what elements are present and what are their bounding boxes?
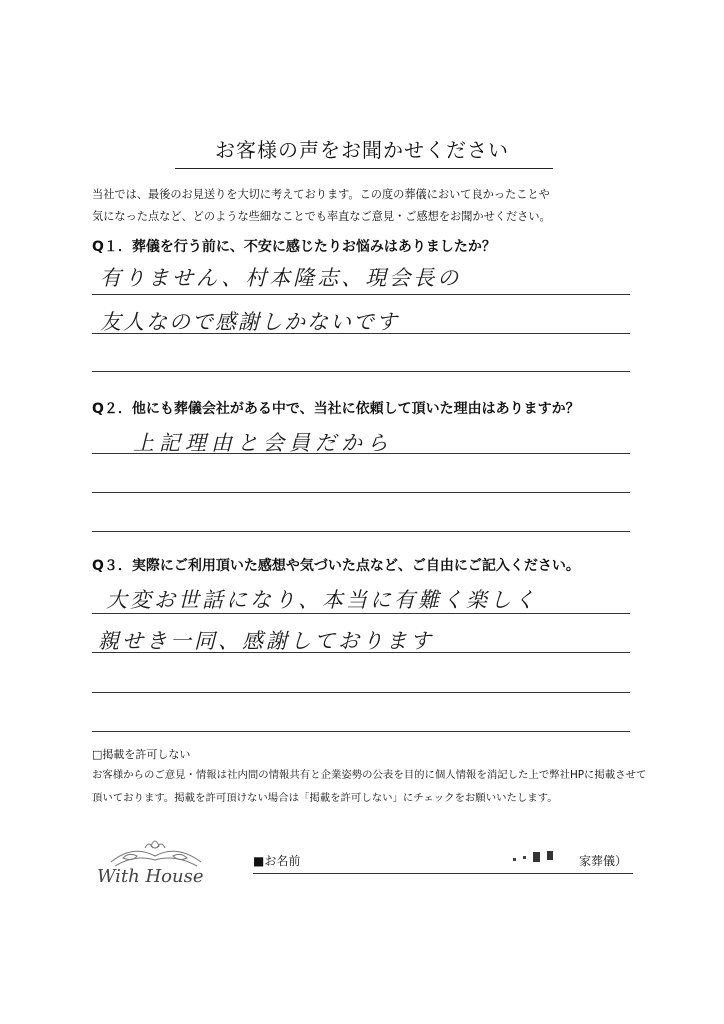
answer-rule <box>92 333 630 334</box>
intro-line-2: 気になった点など、どのような些細なことでも率直なご意見・ご感想をお聞かせください。 <box>92 210 551 223</box>
answer-rule <box>92 613 630 614</box>
answer-1-line-2: 友人なので感謝しかないです <box>100 310 399 334</box>
intro-text <box>92 184 652 228</box>
name-field-rule <box>253 873 633 874</box>
name-label: ■お名前 <box>253 854 301 868</box>
answer-rule <box>92 692 630 693</box>
answer-rule <box>92 731 630 732</box>
answer-rule <box>92 652 630 653</box>
answer-rule <box>92 531 630 532</box>
answer-rule <box>92 371 630 372</box>
answer-rule <box>92 492 630 493</box>
family-suffix: 家葬儀） <box>579 854 628 868</box>
consent-notice-line-1: お客様からのご意見・情報は社内間の情報共有と企業姿勢の公表を目的に個人情報を消記した上で弊社HPに掲載させて <box>92 769 647 781</box>
answer-3-line-2: 親せき一同、感謝しております <box>98 629 434 653</box>
consent-notice <box>92 764 652 810</box>
question-1: Q１．葬儀を行う前に、不安に感じたりお悩みはありましたか？ <box>92 239 496 255</box>
title-underline <box>175 168 553 169</box>
question-3: Q３．実際にご利用頂いた感想や気づいた点など、ご自由にご記入ください。 <box>92 558 580 574</box>
question-2: Q２．他にも葬儀会社がある中で、当社に依頼して頂いた理由はありますか？ <box>92 401 580 417</box>
intro-line-1: 当社では、最後のお見送りを大切に考えております。この度の葬儀において良かったことや <box>92 188 550 201</box>
logo-wordmark: With House <box>97 866 204 887</box>
consent-checkbox[interactable]: □掲載を許可しない <box>92 748 191 761</box>
lotus-logo-icon <box>93 832 223 892</box>
answer-1-line-1: 有りません、村本隆志、現会長の <box>100 266 462 290</box>
redacted-name <box>513 849 557 865</box>
form-title: お客様の声をお聞かせください <box>215 138 509 162</box>
consent-notice-line-2: 頂いております。掲載を許可頂けない場合は「掲載を許可しない」にチェックをお願いいたします。 <box>92 792 558 804</box>
with-house-logo <box>93 832 223 892</box>
answer-rule <box>92 453 630 454</box>
answer-2-line-1: 上記理由と会員だから <box>133 431 393 455</box>
answer-rule <box>92 294 630 295</box>
answer-3-line-1: 大変お世話になり、本当に有難く楽しく <box>106 588 538 612</box>
